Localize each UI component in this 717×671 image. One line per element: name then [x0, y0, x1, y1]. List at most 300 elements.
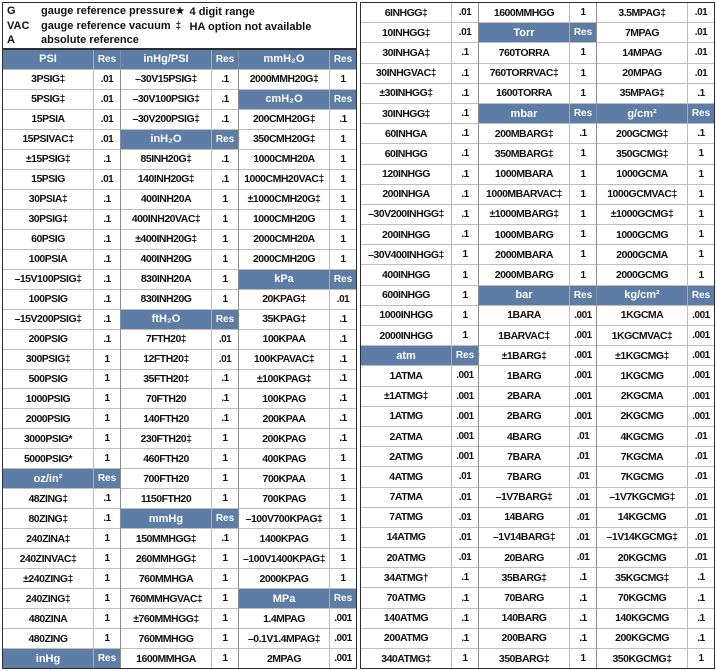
table-row [3, 289, 120, 309]
table-row [479, 648, 596, 668]
table-row [597, 264, 714, 284]
range-code: 100KPAA [262, 333, 306, 346]
table-row [597, 628, 714, 648]
range-code: 1000CMH20A [253, 153, 315, 166]
range-code: –0.1V1.4MPAG‡ [247, 632, 321, 645]
table-row [239, 169, 356, 189]
table-row [597, 164, 714, 184]
range-code: 200MBARG‡ [494, 127, 554, 140]
resolution-value: .01 [569, 427, 596, 446]
range-code: 3.5MPAG‡ [618, 6, 666, 19]
resolution-value: Res [687, 286, 714, 305]
resolution-value: .1 [329, 370, 356, 389]
range-code: inHg [3, 649, 93, 668]
table-row [361, 3, 478, 22]
table-row [597, 42, 714, 62]
table-row [361, 446, 478, 466]
range-code: 20MPAG [622, 67, 662, 80]
resolution-value: .01 [687, 427, 714, 446]
resolution-value: 1 [211, 549, 238, 568]
table-row [121, 488, 238, 508]
table-row [597, 567, 714, 587]
resolution-value: .01 [93, 70, 120, 89]
note-text: 4 digit range [189, 6, 255, 18]
range-code: 1000INHGG [379, 309, 433, 322]
range-code: 1000CMH20VAC‡ [244, 173, 324, 186]
table-row [239, 189, 356, 209]
table-row [479, 547, 596, 567]
table-row [239, 488, 356, 508]
range-code: 760TORRVAC‡ [489, 67, 559, 80]
table-row [597, 22, 714, 42]
range-code: 35KPAG‡ [262, 313, 306, 326]
resolution-value: 1 [687, 649, 714, 668]
resolution-value: .1 [569, 629, 596, 648]
resolution-value: .1 [329, 429, 356, 448]
resolution-value: .001 [329, 649, 356, 668]
legend-note [176, 20, 352, 35]
table-row [361, 83, 478, 103]
table-row [597, 103, 714, 123]
range-code: 80ZING‡ [28, 512, 68, 525]
resolution-value: Res [329, 589, 356, 608]
resolution-value: 1 [451, 245, 478, 264]
range-code: 2ATMA [389, 430, 423, 443]
resolution-value: 1 [211, 629, 238, 648]
range-code: 200BARG [501, 632, 547, 645]
range-code: ±100KPAG‡ [256, 372, 312, 385]
range-code: –15V100PSIG‡ [14, 273, 82, 286]
resolution-value: Res [329, 270, 356, 289]
resolution-value: .1 [211, 90, 238, 109]
resolution-value: 1 [329, 509, 356, 528]
resolution-value: .01 [93, 130, 120, 149]
table-row [479, 426, 596, 446]
range-code: 1000MBARG [494, 228, 554, 241]
table-row [479, 83, 596, 103]
resolution-value: .01 [451, 467, 478, 486]
range-code: 1150FTH20 [140, 492, 192, 505]
table-row [479, 204, 596, 224]
table-row [479, 567, 596, 587]
resolution-value: .1 [329, 409, 356, 428]
table-row [479, 446, 596, 466]
range-code: 480ZING [28, 632, 68, 645]
resolution-value: 1 [211, 609, 238, 628]
resolution-value: .01 [687, 23, 714, 42]
table-row [239, 329, 356, 349]
resolution-value: 1 [569, 43, 596, 62]
range-code: –15V200PSIG‡ [14, 313, 82, 326]
resolution-value: 1 [211, 190, 238, 209]
table-row [121, 329, 238, 349]
resolution-value: .001 [569, 306, 596, 325]
resolution-value: 1 [329, 190, 356, 209]
range-code: 70ATMG [386, 592, 426, 605]
range-code: 20KPAG‡ [262, 293, 306, 306]
table-row [479, 345, 596, 365]
table-row [479, 587, 596, 607]
legend-notes [176, 4, 352, 34]
resolution-value: .1 [451, 568, 478, 587]
range-code: –100V1400KPAG‡ [242, 552, 326, 565]
range-code: 7BARA [507, 450, 541, 463]
range-code: 35FTH20‡ [143, 372, 189, 385]
range-code: 400KPAG [262, 452, 306, 465]
table-row [121, 309, 238, 329]
range-code: 230FTH20‡ [140, 432, 192, 445]
resolution-value: .1 [329, 389, 356, 408]
resolution-value: .1 [569, 568, 596, 587]
range-code: 30INHGVAC‡ [375, 67, 437, 80]
table-row [597, 587, 714, 607]
range-table-left [2, 49, 357, 669]
table-row [239, 89, 356, 109]
table-row [361, 204, 478, 224]
range-code: 85INH20G‡ [140, 153, 192, 166]
range-code: 30PSIG‡ [28, 213, 68, 226]
range-code: mbar [479, 104, 569, 123]
table-row [121, 249, 238, 269]
resolution-value: Res [329, 50, 356, 69]
table-row [479, 22, 596, 42]
range-code: 34ATMG† [383, 571, 429, 584]
right-panel [360, 2, 715, 669]
table-row [597, 325, 714, 345]
table-row [361, 386, 478, 406]
range-code: 1000GCMA [616, 168, 668, 181]
table-row [361, 365, 478, 385]
table-row [121, 269, 238, 289]
resolution-value: .1 [687, 588, 714, 607]
resolution-value: .01 [569, 467, 596, 486]
range-code: 480ZINA [28, 612, 68, 625]
range-code: 70KGCMG [617, 592, 667, 605]
range-code: 240ZING‡ [25, 592, 71, 605]
table-row [597, 345, 714, 365]
table-row [597, 184, 714, 204]
table-row [239, 588, 356, 608]
table-row [597, 466, 714, 486]
resolution-value: .1 [93, 509, 120, 528]
range-code: Torr [479, 23, 569, 42]
range-code: atm [361, 346, 451, 365]
range-code: oz/in² [3, 469, 93, 488]
resolution-value: .001 [687, 407, 714, 426]
range-code: 70BARG [504, 592, 544, 605]
resolution-value: .01 [451, 508, 478, 527]
table-row [3, 50, 120, 69]
resolution-value: .01 [451, 3, 478, 22]
resolution-value: 1 [93, 429, 120, 448]
table-row [121, 209, 238, 229]
resolution-value: 1 [451, 265, 478, 284]
range-code: cmH₂O [239, 90, 329, 109]
resolution-value: .1 [93, 310, 120, 329]
resolution-value: .01 [569, 488, 596, 507]
table-row [121, 349, 238, 369]
range-code: 100KPAG [262, 392, 306, 405]
table-row [597, 305, 714, 325]
range-column-inhgg-atm [361, 3, 478, 668]
range-code: 700KPAA [262, 472, 306, 485]
table-row [361, 123, 478, 143]
range-code: 5PSIG‡ [31, 93, 65, 106]
table-row [3, 249, 120, 269]
table-row [597, 365, 714, 385]
table-row [121, 428, 238, 448]
table-row [597, 527, 714, 547]
table-row [121, 608, 238, 628]
resolution-value: 1 [329, 70, 356, 89]
legend-symbol: A [7, 34, 15, 46]
resolution-value: 1 [93, 609, 120, 628]
table-row [597, 547, 714, 567]
table-row [361, 143, 478, 163]
resolution-value: .1 [211, 170, 238, 189]
table-row [479, 386, 596, 406]
table-row [361, 487, 478, 507]
table-row [121, 588, 238, 608]
range-code: 140KGCMG [615, 612, 669, 625]
range-code: 35MPAG‡ [619, 87, 665, 100]
table-row [479, 224, 596, 244]
table-row [479, 123, 596, 143]
table-row [479, 42, 596, 62]
table-row [3, 648, 120, 668]
table-row [361, 264, 478, 284]
resolution-value: 1 [329, 569, 356, 588]
range-code: 350CMH20G‡ [252, 133, 316, 146]
range-code: 2ATMG [389, 450, 423, 463]
resolution-value: .001 [451, 447, 478, 466]
range-code: 1000MBARVAC‡ [486, 188, 562, 201]
range-code: 200INHGA [382, 188, 430, 201]
table-row [479, 264, 596, 284]
resolution-value: .001 [451, 366, 478, 385]
range-code: ±400INH20G‡ [135, 233, 197, 246]
resolution-value: .01 [93, 170, 120, 189]
resolution-value: .1 [451, 609, 478, 628]
range-code: 1400KPAG [259, 532, 309, 545]
table-row [479, 143, 596, 163]
resolution-value: .1 [329, 350, 356, 369]
table-row [361, 164, 478, 184]
range-column-mmh2o [238, 50, 356, 668]
left-panel [2, 2, 357, 669]
range-code: ±1KGCMG‡ [615, 349, 669, 362]
resolution-value: .1 [211, 529, 238, 548]
resolution-value: 1 [211, 589, 238, 608]
resolution-value: .1 [211, 370, 238, 389]
table-row [3, 89, 120, 109]
resolution-value: .001 [569, 387, 596, 406]
table-row [239, 648, 356, 668]
range-code: bar [479, 286, 569, 305]
table-row [3, 428, 120, 448]
range-code: 350GCMG‡ [615, 147, 669, 160]
resolution-value: 1 [329, 489, 356, 508]
resolution-value: 1 [687, 245, 714, 264]
table-row [3, 309, 120, 329]
range-code: ±1000CMH20G‡ [247, 193, 321, 206]
resolution-value: .1 [329, 330, 356, 349]
resolution-value: .1 [687, 84, 714, 103]
resolution-value: 1 [451, 649, 478, 668]
resolution-value: 1 [211, 290, 238, 309]
table-row [3, 568, 120, 588]
resolution-value: 1 [93, 549, 120, 568]
resolution-value: .1 [687, 629, 714, 648]
table-row [239, 249, 356, 269]
resolution-value: .01 [451, 488, 478, 507]
table-row [239, 50, 356, 69]
range-code: 240ZINVAC‡ [19, 552, 77, 565]
table-row [479, 325, 596, 345]
range-code: 70FTH20 [145, 392, 187, 405]
table-row [479, 527, 596, 547]
resolution-value: .1 [569, 588, 596, 607]
range-code: 6INHGG‡ [384, 6, 428, 19]
range-column-psi [3, 50, 120, 668]
range-code: 2KGCMG [620, 410, 664, 423]
table-row [121, 109, 238, 129]
table-row [361, 345, 478, 365]
resolution-value: 1 [329, 469, 356, 488]
table-row [239, 209, 356, 229]
resolution-value: .01 [569, 548, 596, 567]
range-code: –100V700KPAG‡ [245, 512, 323, 525]
resolution-value: .001 [569, 326, 596, 345]
range-code: 60PSIG [31, 233, 65, 246]
legend-item [7, 33, 176, 48]
table-row [361, 527, 478, 547]
table-row [3, 548, 120, 568]
resolution-value: .1 [687, 609, 714, 628]
table-row [121, 448, 238, 468]
range-column-torr-mbar-bar [478, 3, 596, 668]
resolution-value: .1 [451, 84, 478, 103]
table-row [361, 547, 478, 567]
table-row [361, 224, 478, 244]
resolution-value: Res [211, 50, 238, 69]
table-row [361, 466, 478, 486]
range-code: kg/cm² [597, 286, 687, 305]
range-code: 1600MMHGA [136, 652, 196, 665]
range-code: 1600MMHGG [493, 6, 555, 19]
resolution-value: .001 [569, 407, 596, 426]
range-column-mpa-gcm-kgcm [596, 3, 714, 668]
resolution-value: .01 [211, 330, 238, 349]
table-row [239, 388, 356, 408]
range-code: 30PSIA‡ [28, 193, 68, 206]
table-row [3, 169, 120, 189]
resolution-value: .001 [451, 387, 478, 406]
table-row [597, 386, 714, 406]
resolution-value: 1 [211, 569, 238, 588]
range-code: mmHg [121, 509, 211, 528]
table-row [597, 143, 714, 163]
range-code: inH₂O [121, 130, 211, 149]
table-row [121, 528, 238, 548]
table-row [3, 109, 120, 129]
resolution-value: 1 [211, 270, 238, 289]
table-row [239, 468, 356, 488]
table-row [3, 628, 120, 648]
range-code: 200KPAG [262, 432, 306, 445]
table-row [597, 3, 714, 22]
table-row [121, 388, 238, 408]
table-row [121, 628, 238, 648]
table-row [3, 588, 120, 608]
table-row [361, 103, 478, 123]
resolution-value: 1 [329, 250, 356, 269]
table-row [239, 628, 356, 648]
table-row [479, 608, 596, 628]
resolution-value: Res [451, 346, 478, 365]
table-row [3, 369, 120, 389]
resolution-value: 1 [569, 225, 596, 244]
table-row [3, 488, 120, 508]
table-row [239, 229, 356, 249]
table-row [239, 269, 356, 289]
range-code: 100KPAVAC‡ [253, 353, 315, 366]
resolution-value: .001 [687, 366, 714, 385]
table-row [361, 648, 478, 668]
range-code: 1600TORRA [496, 87, 552, 100]
resolution-value: 1 [569, 84, 596, 103]
resolution-value: 1 [211, 230, 238, 249]
table-row [3, 69, 120, 89]
table-row [239, 448, 356, 468]
note-symbol: ★ [175, 6, 185, 17]
range-code: 4KGCMG [620, 430, 664, 443]
range-code: 15PSIVAC‡ [22, 133, 74, 146]
resolution-value: 1 [211, 489, 238, 508]
table-row [479, 244, 596, 264]
range-code: 100PSIG [28, 293, 68, 306]
range-code: 350MBARG‡ [494, 147, 554, 160]
resolution-value: .1 [687, 124, 714, 143]
range-code: 350BARG‡ [498, 652, 550, 665]
table-row [479, 406, 596, 426]
resolution-value: Res [211, 310, 238, 329]
table-row [597, 224, 714, 244]
table-row [121, 508, 238, 528]
table-row [3, 189, 120, 209]
legend-text: gauge reference pressure [41, 5, 176, 17]
resolution-value: .001 [329, 629, 356, 648]
resolution-value: .1 [451, 43, 478, 62]
table-row [3, 149, 120, 169]
table-row [3, 269, 120, 289]
range-code: 240ZINA‡ [26, 532, 70, 545]
table-row [361, 285, 478, 305]
range-code: ±240ZING‡ [23, 572, 73, 585]
resolution-value: 1 [687, 265, 714, 284]
table-row [3, 229, 120, 249]
resolution-value: 1 [569, 64, 596, 83]
resolution-value: .1 [93, 190, 120, 209]
table-row [479, 507, 596, 527]
range-code: 200PSIG [28, 333, 68, 346]
resolution-value: 1 [329, 210, 356, 229]
range-code: 14BARG [504, 511, 544, 524]
table-row [361, 587, 478, 607]
resolution-value: 1 [569, 185, 596, 204]
range-code: 300PSIG‡ [25, 353, 71, 366]
table-row [121, 50, 238, 69]
